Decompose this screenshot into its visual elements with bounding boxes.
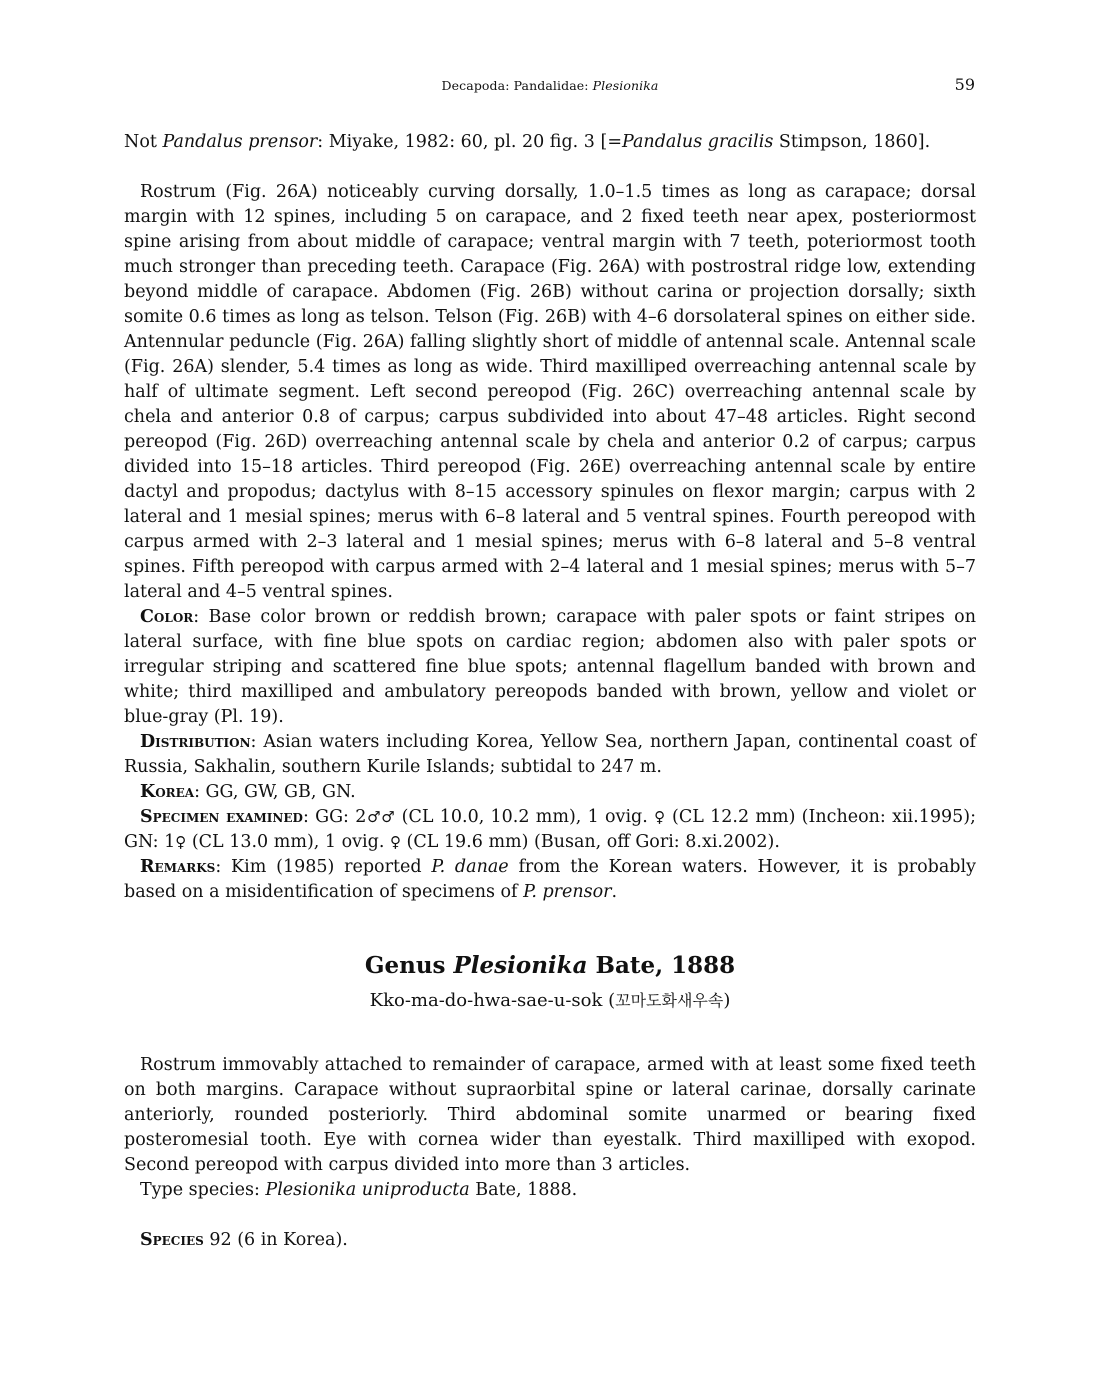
synonymy-taxon-2: Pandalus gracilis bbox=[622, 132, 774, 152]
distribution-text: : Asian waters including Korea, Yellow Sea, northern Japan, continental coast of Russia, Sakhalin, southern Kurile Islands; subtidal to 247 m. bbox=[124, 732, 976, 777]
genus-description-block bbox=[124, 1053, 976, 1203]
color-label: Color bbox=[140, 607, 194, 627]
korea-paragraph bbox=[124, 780, 976, 805]
male-symbol: ♂♂ bbox=[366, 808, 396, 826]
distribution-label: Distribution bbox=[140, 732, 251, 752]
genus-description-paragraph: Rostrum immovably attached to remainder of carapace, armed with at least some fixed teeth on both margins. Carapace without supraorbital spine or lateral carinae, dorsally carinate anteriorly, rounded posteriorly. Third abdominal somite unarmed or bearing fixed posteromesial tooth. Eye with cornea wider than eyestalk. Third maxilliped with exopod. Second pereopod with carpus divided into more than 3 articles. bbox=[124, 1055, 976, 1175]
genus-heading-pre: Genus bbox=[364, 952, 454, 979]
korea-text: : GG, GW, GB, GN. bbox=[194, 782, 356, 802]
type-species-name: Plesionika uniproducta bbox=[265, 1180, 470, 1200]
page-number: 59 bbox=[954, 75, 975, 94]
genus-heading-name: Plesionika bbox=[453, 952, 588, 979]
type-species-label: Type species: bbox=[140, 1180, 266, 1200]
remarks-label: Remarks bbox=[140, 857, 216, 877]
remarks-text-3: . bbox=[611, 882, 618, 902]
genus-hangul-name: 꼬마도화새우속 bbox=[615, 991, 724, 1010]
running-head bbox=[0, 78, 1100, 93]
specimen-text-5: (CL 19.6 mm) (Busan, off Gori: 8.xi.2002). bbox=[400, 832, 780, 852]
specimen-label: Specimen examined bbox=[140, 807, 303, 827]
genus-heading-author: Bate, 1888 bbox=[587, 952, 736, 979]
distribution-paragraph bbox=[124, 730, 976, 780]
species-description bbox=[124, 180, 976, 605]
species-notes bbox=[124, 605, 976, 905]
specimen-text-4: (CL 13.0 mm), 1 ovig. bbox=[186, 832, 390, 852]
description-paragraph: Rostrum (Fig. 26A) noticeably curving dorsally, 1.0–1.5 times as long as carapace; dorsal margin with 12 spines, including 5 on carapace, and 2 fixed teeth near apex, posteriormost spine arising from about middle of carapace; ventral margin with 7 teeth, poteriormost tooth much stronger than preceding teeth. Carapace (Fig. 26A) with postrostral ridge low, extending beyond middle of carapace. Abdomen (Fig. 26B) without carina or projection dorsally; sixth somite 0.6 times as long as telson. Telson (Fig. 26B) with 4–6 dorsolateral spines on either side. Antennular peduncle (Fig. 26A) falling slightly short of middle of antennal scale. Antennal scale (Fig. 26A) slender, 5.4 times as long as wide. Third maxilliped overreaching antennal scale by half of ultimate segment. Left second pereopod (Fig. 26C) overreaching antennal scale by chela and anterior 0.8 of carpus; carpus subdivided into about 47–48 articles. Right second pereopod (Fig. 26D) overreaching antennal scale by chela and anterior 0.2 of carpus; carpus divided into 15–18 articles. Third pereopod (Fig. 26E) overreaching antennal scale by entire dactyl and propodus; dactylus with 8–15 accessory spinules on flexor margin; carpus with 2 lateral and 1 mesial spines; merus with 6–8 lateral and 5 ventral spines. Fourth pereopod with carpus armed with 2–3 lateral and 1 mesial spines; merus with 6–8 lateral and 5–8 ventral spines. Fifth pereopod with carpus armed with 2–4 lateral and 1 mesial spines; merus with 5–7 lateral and 4–5 ventral spines. bbox=[124, 182, 976, 602]
synonymy-post: Stimpson, 1860]. bbox=[773, 132, 931, 152]
genus-romanized-name: Kko-ma-do-hwa-sae-u-sok ( bbox=[369, 990, 616, 1011]
color-text: : Base color brown or reddish brown; carapace with paler spots or faint stripes on lateral surface, with fine blue spots on cardiac region; abdomen also with paler spots or irregular striping and scattered fine blue spots; antennal flagellum banded with brown and white; third maxilliped and ambulatory pereopods banded with brown, yellow and violet or blue-gray (Pl. 19). bbox=[124, 607, 976, 727]
synonymy-line bbox=[124, 130, 976, 155]
synonymy-pre: Not bbox=[124, 132, 163, 152]
running-head-text: Decapoda: Pandalidae: bbox=[441, 78, 593, 93]
species-label: Species bbox=[140, 1230, 204, 1250]
remarks-text-2: from the Korean waters. However, it is probably based on a misidentification of specimens of bbox=[124, 857, 976, 902]
type-species-author: Bate, 1888. bbox=[469, 1180, 578, 1200]
genus-heading bbox=[0, 952, 1100, 979]
korea-label: Korea bbox=[140, 782, 195, 802]
specimen-text-2: (CL 10.0, 10.2 mm), 1 ovig. bbox=[395, 807, 655, 827]
remarks-taxon-1: P. danae bbox=[431, 857, 509, 877]
female-symbol: ♀ bbox=[389, 833, 401, 851]
remarks-taxon-2: P. prensor bbox=[523, 882, 612, 902]
remarks-text-1: : Kim (1985) reported bbox=[215, 857, 432, 877]
remarks-paragraph bbox=[124, 855, 976, 905]
female-symbol: ♀ bbox=[175, 833, 187, 851]
female-symbol: ♀ bbox=[654, 808, 666, 826]
genus-subtitle-close: ) bbox=[723, 990, 731, 1011]
specimen-text-1: : GG: 2 bbox=[302, 807, 367, 827]
species-count-paragraph bbox=[124, 1228, 976, 1253]
synonymy-citation: : Miyake, 1982: 60, pl. 20 fig. 3 [= bbox=[317, 132, 622, 152]
species-count-block bbox=[124, 1228, 976, 1253]
genus-korean-name bbox=[0, 988, 1100, 1011]
specimen-text-3: (CL 12.2 mm) (Incheon: xii.1995); GN: 1 bbox=[124, 807, 976, 852]
species-count-text: 92 (6 in Korea). bbox=[203, 1230, 348, 1250]
synonymy-taxon-1: Pandalus prensor bbox=[162, 132, 318, 152]
specimen-paragraph bbox=[124, 805, 976, 855]
color-paragraph bbox=[124, 605, 976, 730]
type-species-paragraph bbox=[124, 1178, 976, 1203]
running-head-genus: Plesionika bbox=[592, 78, 659, 93]
